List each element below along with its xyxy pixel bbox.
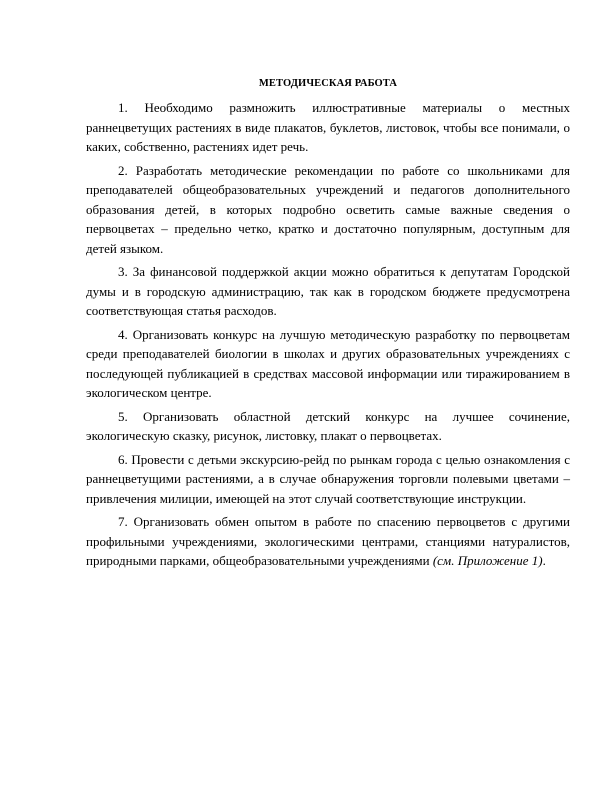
list-item-text: 4. Организовать конкурс на лучшую методическую разработку по первоцветам среди преподавателей биологии в школах и других образовательных учреждениях с последующей публикацией в средствах массовой информации или тиражированием в экологическом центре. [86, 326, 570, 400]
list-item-text: 1. Необходимо размножить иллюстративные материалы о местных раннецветущих растениях в виде плакатов, буклетов, листовок, чтобы все понимали, о каких, собственно, растениях идет речь. [86, 100, 570, 154]
list-item-text: 3. За финансовой поддержкой акции можно обратиться к депутатам Городской думы и в городскую администрацию, так как в городском бюджете предусмотрена соответствующая статья расходов. [86, 264, 570, 318]
document-page [86, 76, 570, 575]
list-item-tail: . [542, 553, 546, 568]
list-item-6 [86, 450, 570, 509]
appendix-reference: (см. Приложение 1) [432, 553, 543, 568]
list-item-3 [86, 262, 570, 321]
list-item-text: 5. Организовать областной детский конкурс на лучшее сочинение, экологическую сказку, рисунок, листовку, плакат о первоцветах. [86, 408, 570, 443]
list-item-4 [86, 325, 570, 403]
list-item-7 [86, 512, 570, 571]
list-item-text: 7. Организовать обмен опытом в работе по спасению первоцветов с другими профильными учреждениями, экологическими центрами, станциями натуралистов, природными парками, общеобразовательными учреждениями [86, 514, 570, 568]
list-item-1 [86, 98, 570, 157]
list-item-2 [86, 161, 570, 259]
list-item-text: 6. Провести с детьми экскурсию-рейд по рынкам города с целью ознакомления с раннецветущими растениями, а в случае обнаружения торговли полевыми цветами – привлечения милиции, имеющей на этот случай соответствующие инструкции. [86, 451, 570, 506]
list-item-text: 2. Разработать методические рекомендации по работе со школьниками для преподавателей общеобразовательных учреждений и педагогов дополнительного образования детей, в которых подробно осветить самые важные сведения о первоцветах – предельно четко, кратко и достаточно популярным, доступным для детей языком. [86, 162, 570, 256]
document-title: МЕТОДИЧЕСКАЯ РАБОТА [258, 78, 398, 89]
list-item-5 [86, 407, 570, 446]
